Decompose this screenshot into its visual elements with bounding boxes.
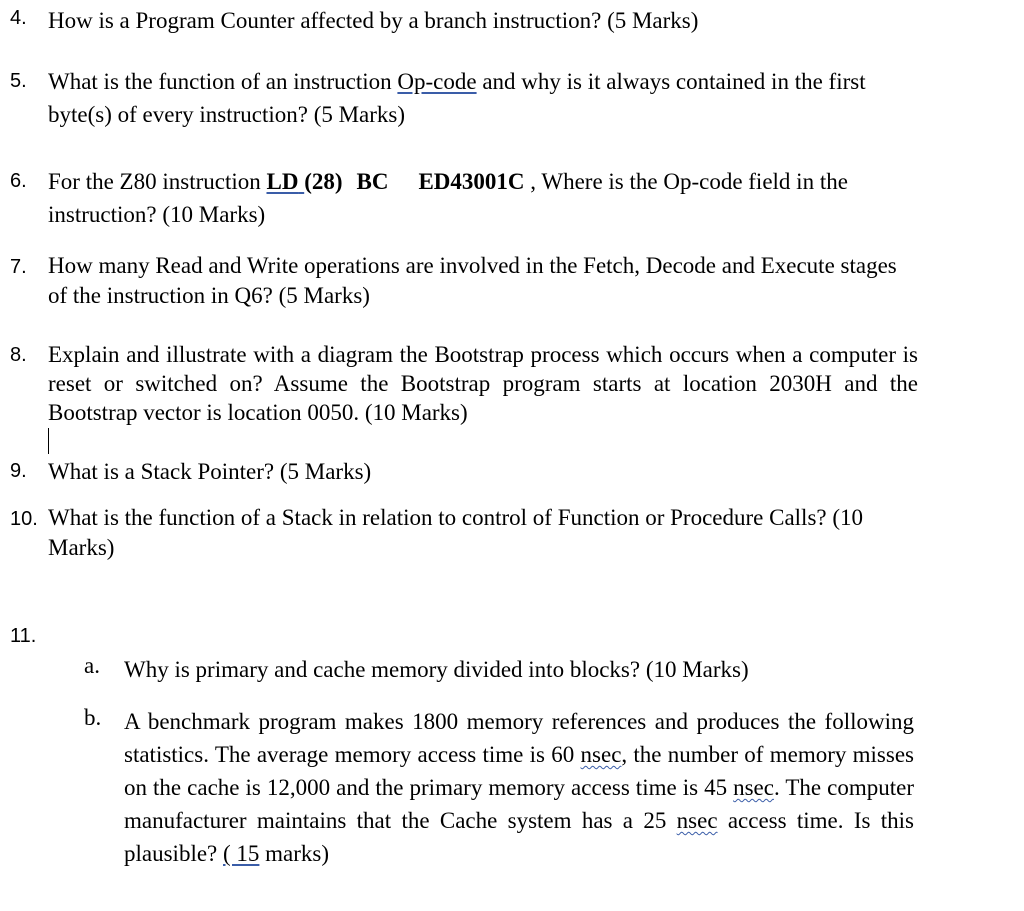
- question-number: 5.: [10, 70, 27, 92]
- text-segment: and why is it always contained in the first byte(s) of every instruction? (5 Marks): [48, 69, 866, 127]
- question-text: [48, 65, 918, 131]
- question-number: 11.: [10, 625, 37, 647]
- text-segment: . The computer manufacturer maintains that the Cache system has a 25: [124, 775, 914, 833]
- instruction-operand: (28): [304, 169, 343, 194]
- sub-question-text: [124, 705, 914, 870]
- question-number: 8.: [10, 344, 27, 366]
- text-segment: For the Z80 instruction: [48, 169, 267, 194]
- unit-nsec: nsec: [580, 742, 622, 767]
- text-segment: A benchmark program makes 1800 memory references and produces the following statistics. The average memory access time is 60: [124, 709, 914, 767]
- question-text: Explain and illustrate with a diagram the Bootstrap process which occurs when a computer is reset or switched on? Assume the Bootstrap program starts at location 2030H and the Bootstrap vector is location 0050. (10 Marks): [48, 342, 918, 425]
- sub-question-text: Why is primary and cache memory divided into blocks? (10 Marks): [124, 657, 749, 682]
- question-number: 6.: [10, 170, 27, 192]
- instruction-register: BC: [356, 169, 389, 194]
- opcode-term: Op-code: [397, 69, 477, 94]
- unit-nsec: nsec: [733, 775, 774, 800]
- text-segment: marks): [259, 841, 330, 866]
- question-number: 7.: [10, 256, 27, 278]
- text-segment: , the number of memory misses on the cache is 12,000 and the primary memory access time is 45: [124, 742, 914, 800]
- mnemonic-ld: LD: [266, 169, 299, 194]
- instruction-mnemonic: [266, 169, 304, 194]
- instruction-hex-code: ED43001C: [418, 169, 525, 194]
- question-text: What is the function of a Stack in relation to control of Function or Procedure Calls? (10 Marks): [48, 505, 864, 560]
- text-segment: What is the function of an instruction: [48, 69, 398, 94]
- question-text: How is a Program Counter affected by a branch instruction? (5 Marks): [48, 8, 699, 33]
- question-text: What is a Stack Pointer? (5 Marks): [48, 459, 372, 484]
- text-segment: access time. Is this plausible?: [124, 808, 914, 866]
- sub-letter: a.: [84, 653, 100, 678]
- question-number: 9.: [10, 460, 27, 482]
- question-number: 10.: [10, 508, 38, 530]
- sub-letter: b.: [84, 705, 102, 730]
- question-text: [48, 165, 918, 231]
- unit-nsec: nsec: [676, 808, 718, 833]
- text-segment: , Where is the Op-code field in the instruction? (10 Marks): [48, 169, 848, 227]
- marks-underlined: ( 15: [223, 841, 260, 866]
- question-text: How many Read and Write operations are involved in the Fetch, Decode and Execute stages of the instruction in Q6? (5 Marks): [48, 253, 897, 308]
- question-number: 4.: [10, 7, 27, 29]
- text-cursor: [48, 428, 49, 454]
